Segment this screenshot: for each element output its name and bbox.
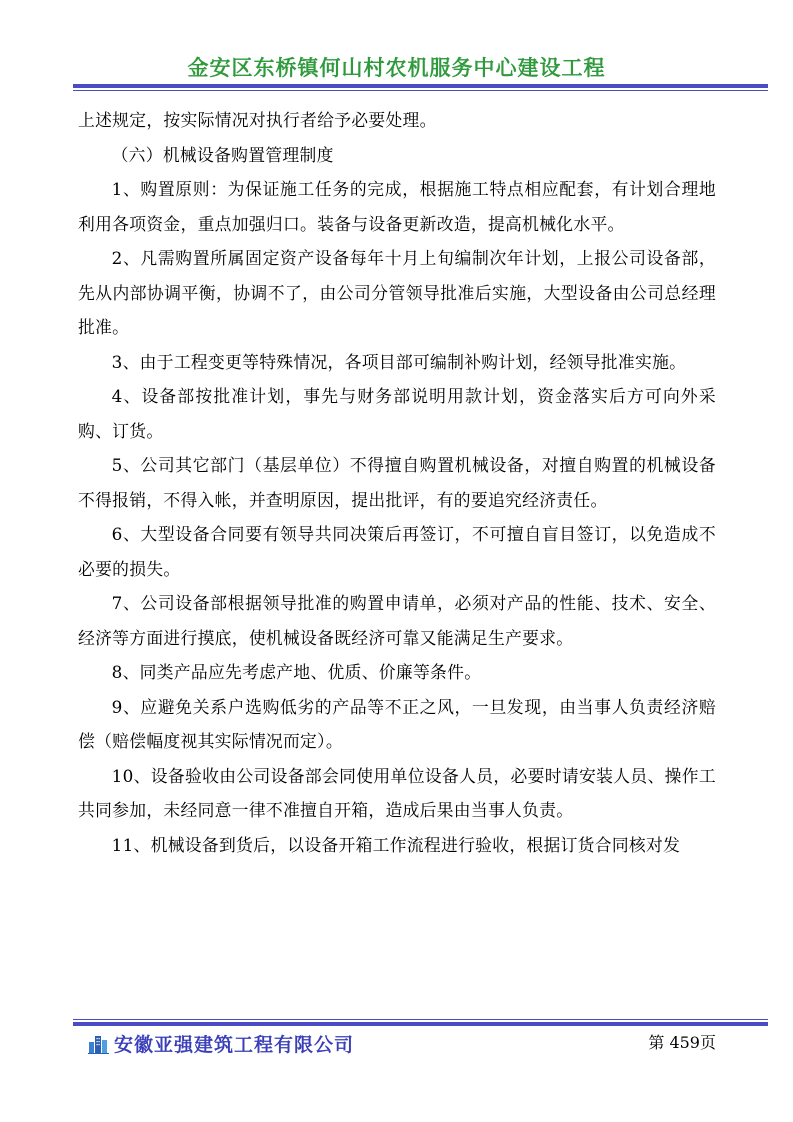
paragraph: 上述规定，按实际情况对执行者给予必要处理。	[78, 110, 437, 130]
paragraph: 3、由于工程变更等特殊情况，各项目部可编制补购计划，经领导批准实施。	[111, 351, 687, 372]
building-logo-icon	[88, 1032, 110, 1054]
paragraph: 8、同类产品应先考虑产地、优质、价廉等条件。	[111, 662, 482, 682]
page-number: 第 459页	[648, 1033, 716, 1052]
section-heading: （六）机械设备购置管理制度	[111, 144, 334, 165]
paragraph: 1、购置原则：为保证施工任务的完成，根据施工特点相应配套，有计划合理地利用各项资金，重点加强归口。装备与设备更新改造，提高机械化水平。	[78, 179, 716, 234]
paragraph: 11、机械设备到货后，以设备开箱工作流程进行验收，根据订货合同核对发	[111, 834, 681, 855]
page-header-title: 金安区东桥镇何山村农机服务中心建设工程	[187, 56, 606, 80]
footer-divider	[73, 1019, 768, 1026]
company-name: 安徽亚强建筑工程有限公司	[114, 1033, 355, 1056]
document-body	[78, 103, 716, 862]
paragraph: 10、设备验收由公司设备部会同使用单位设备人员，必要时请安装人员、操作工共同参加，未经同意一律不准擅自开箱，造成后果由当事人负责。	[78, 765, 716, 820]
paragraph: 4、设备部按批准计划，事先与财务部说明用款计划，资金落实后方可向外采购、订货。	[78, 386, 716, 441]
header-divider	[73, 84, 768, 91]
paragraph: 9、应避免关系户选购低劣的产品等不正之风，一旦发现，由当事人负责经济赔偿（赔偿幅度视其实际情况而定）。	[78, 696, 716, 751]
footer-company	[88, 1031, 354, 1055]
paragraph: 2、凡需购置所属固定资产设备每年十月上旬编制次年计划，上报公司设备部，先从内部协调平衡，协调不了，由公司分管领导批准后实施，大型设备由公司总经理批准。	[78, 248, 716, 337]
paragraph: 7、公司设备部根据领导批准的购置申请单，必须对产品的性能、技术、安全、经济等方面进行摸底，使机械设备既经济可靠又能满足生产要求。	[78, 593, 716, 648]
paragraph: 6、大型设备合同要有领导共同决策后再签订，不可擅自盲目签订，以免造成不必要的损失。	[78, 524, 716, 579]
paragraph: 5、公司其它部门（基层单位）不得擅自购置机械设备，对擅自购置的机械设备不得报销，不得入帐，并查明原因，提出批评，有的要追究经济责任。	[78, 455, 716, 510]
